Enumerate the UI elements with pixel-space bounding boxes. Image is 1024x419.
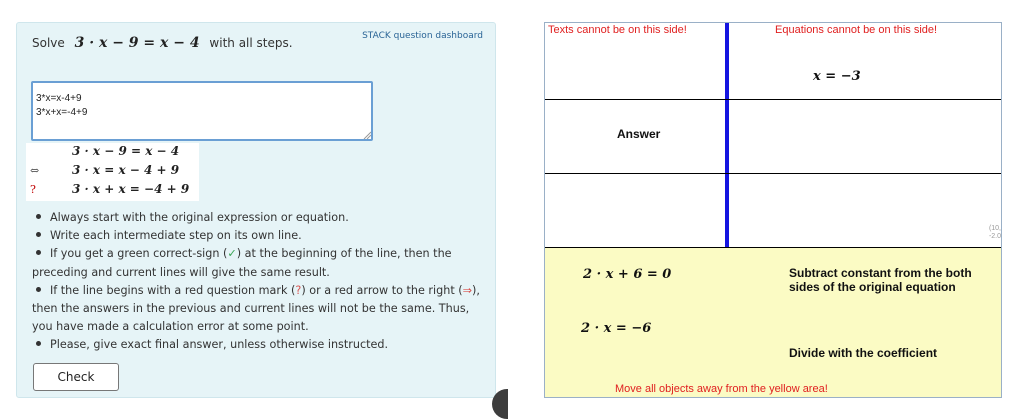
stack-dashboard-link[interactable]: STACK question dashboard	[362, 31, 483, 41]
check-button[interactable]: Check	[33, 363, 119, 391]
row-divider	[545, 99, 1002, 100]
text-object[interactable]: Subtract constant from the both sides of the original equation	[789, 266, 972, 294]
question-equation: 3 · x − 9 = x − 4	[74, 35, 200, 51]
red-arrow-icon: ⇒	[462, 283, 473, 297]
instruction-item	[32, 209, 492, 227]
bullet-icon	[36, 214, 41, 219]
column-divider	[725, 23, 729, 247]
instruction-text: Always start with the original expression or equation.	[50, 211, 349, 224]
answer-text-object[interactable]: Answer	[617, 127, 661, 141]
equation-object[interactable]: 2 · x = −6	[581, 321, 652, 336]
instruction-text: Write each intermediate step on its own line.	[50, 229, 302, 243]
preview-equation: 3 · x = x − 4 + 9	[72, 163, 180, 177]
instruction-item	[32, 245, 492, 281]
instruction-text: If the line begins with a red question mark (	[50, 283, 296, 297]
instructions-list	[32, 209, 492, 355]
stack-question-panel	[16, 22, 496, 398]
bullet-icon	[36, 250, 41, 255]
equations-side-warning: Equations cannot be on this side!	[775, 24, 938, 36]
geogebra-applet[interactable]	[544, 22, 1002, 398]
instruction-text: ) at the beginning of the line, then the preceding and current lines will give the same result.	[32, 247, 452, 279]
instruction-text: ) or a red arrow to the right (	[301, 283, 463, 297]
coordinate-readout: -2.0	[988, 233, 1001, 240]
green-check-icon: ✓	[227, 247, 237, 261]
instruction-item	[32, 227, 492, 245]
instruction-text: ), then the answers in the previous and current lines will not be the same. Thus, you have made a calculation error at some point.	[32, 283, 480, 334]
question-suffix: with all steps.	[209, 36, 293, 50]
bullet-icon	[36, 232, 41, 237]
texts-side-warning: Texts cannot be on this side!	[548, 24, 687, 36]
row-divider	[545, 173, 1002, 174]
yellow-area-warning: Move all objects away from the yellow area!	[615, 383, 828, 395]
equation-object[interactable]: 2 · x + 6 = 0	[583, 267, 672, 282]
answer-input[interactable]	[31, 81, 373, 141]
coordinate-readout: (10,	[988, 225, 1001, 232]
answer-preview	[26, 143, 199, 201]
bullet-icon	[36, 341, 41, 346]
red-question-mark-icon: ?	[295, 283, 302, 297]
preview-equation: 3 · x + x = −4 + 9	[72, 182, 190, 196]
equivalent-icon: ⇔	[30, 164, 40, 177]
preview-equation: 3 · x − 9 = x − 4	[72, 144, 180, 158]
instruction-text: If you get a green correct-sign (	[50, 247, 228, 261]
question-mark-icon: ?	[30, 183, 36, 196]
bullet-icon	[36, 287, 41, 292]
scroll-handle[interactable]	[492, 389, 508, 419]
resize-grip-icon[interactable]	[363, 131, 371, 139]
question-prefix: Solve	[32, 36, 65, 50]
text-object[interactable]: Divide with the coefficient	[789, 346, 938, 360]
instruction-text: Please, give exact final answer, unless otherwise instructed.	[50, 338, 389, 352]
question-text	[32, 35, 293, 51]
equation-object[interactable]: x = −3	[813, 69, 861, 84]
instruction-item	[32, 282, 492, 337]
instruction-item	[32, 336, 492, 354]
